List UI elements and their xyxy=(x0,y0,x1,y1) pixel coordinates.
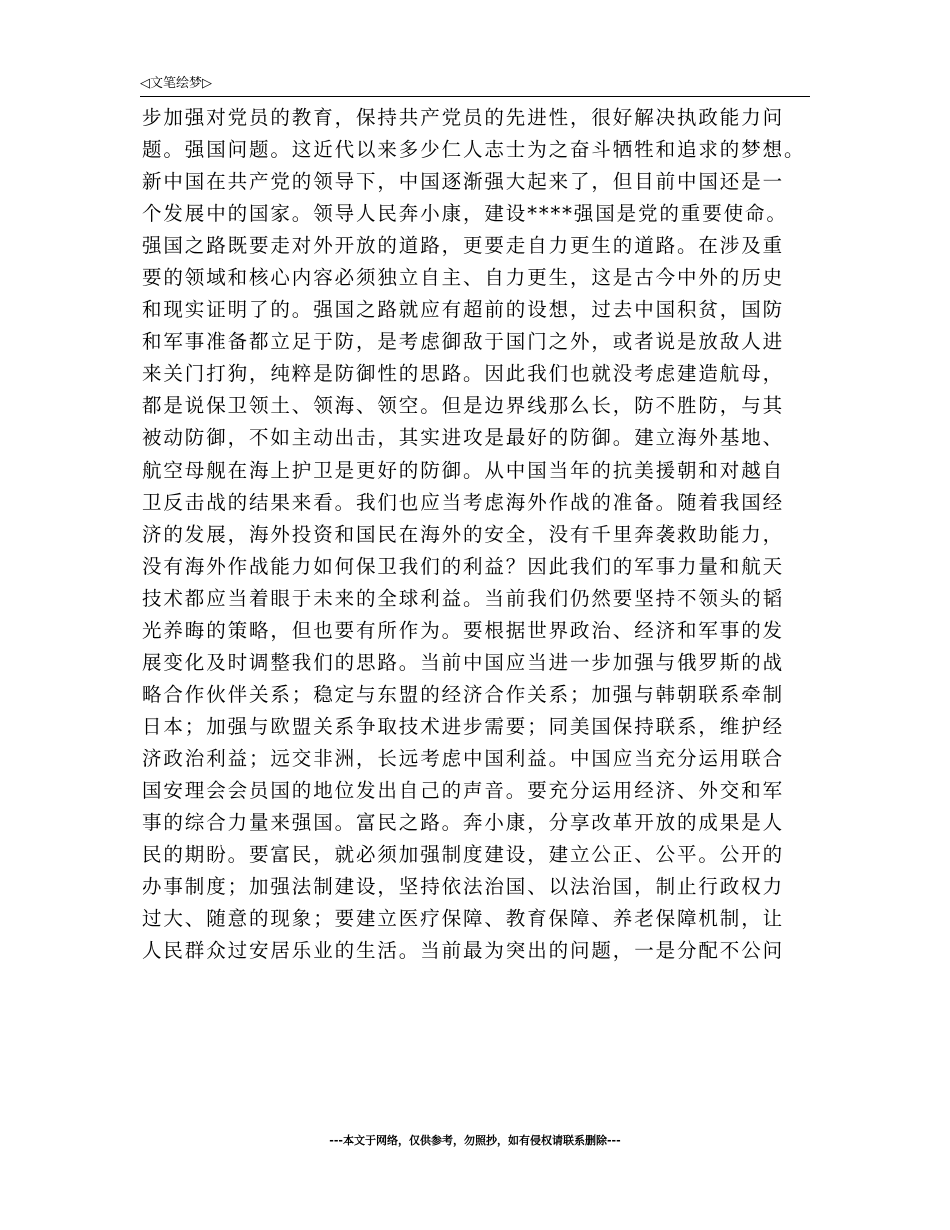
text-line: 办事制度；加强法制建设，坚持依法治国、以法治国，制止行政权力 xyxy=(142,875,785,899)
text-line: 展变化及时调整我们的思路。当前中国应当进一步加强与俄罗斯的战 xyxy=(142,650,785,674)
text-line: 题。强国问题。这近代以来多少仁人志士为之奋斗牺牲和追求的梦想。 xyxy=(142,138,806,162)
text-line: 航空母舰在海上护卫是更好的防御。从中国当年的抗美援朝和对越自 xyxy=(142,458,785,482)
page-footer-disclaimer: ---本文于网络，仅供参考，勿照抄，如有侵权请联系删除--- xyxy=(329,1134,621,1147)
text-line: 个发展中的国家。领导人民奔小康，建设****强国是党的重要使命。 xyxy=(142,202,788,226)
text-line: 济的发展，海外投资和国民在海外的安全，没有千里奔袭救助能力， xyxy=(142,522,785,546)
document-body xyxy=(142,102,812,967)
text-line: 步加强对党员的教育，保持共产党员的先进性，很好解决执政能力问 xyxy=(142,106,785,129)
text-line: 和现实证明了的。强国之路就应有超前的设想，过去中国积贫，国防 xyxy=(142,298,785,322)
page-header xyxy=(140,76,810,97)
text-line: 人民群众过安居乐业的生活。当前最为突出的问题，一是分配不公问 xyxy=(142,939,785,963)
text-line: 日本；加强与欧盟关系争取技术进步需要；同美国保持联系，维护经 xyxy=(142,714,785,738)
header-title: ◁文笔绘梦▷ xyxy=(140,76,212,91)
text-line: 过大、随意的现象；要建立医疗保障、教育保障、养老保障机制，让 xyxy=(142,907,785,931)
text-line: 略合作伙伴关系；稳定与东盟的经济合作关系；加强与韩朝联系牵制 xyxy=(142,682,785,706)
text-line: 技术都应当着眼于未来的全球利益。当前我们仍然要坚持不领头的韬 xyxy=(142,586,785,610)
text-line: 民的期盼。要富民，就必须加强制度建设，建立公正、公平。公开的 xyxy=(142,843,785,867)
text-line: 济政治利益；远交非洲，长远考虑中国利益。中国应当充分运用联合 xyxy=(142,746,785,770)
text-line: 和军事准备都立足于防，是考虑御敌于国门之外，或者说是放敌人进 xyxy=(142,330,785,354)
text-line: 光养晦的策略，但也要有所作为。要根据世界政治、经济和军事的发 xyxy=(142,618,785,642)
text-line: 事的综合力量来强国。富民之路。奔小康，分享改革开放的成果是人 xyxy=(142,811,785,835)
text-line: 卫反击战的结果来看。我们也应当考虑海外作战的准备。随着我国经 xyxy=(142,490,785,514)
text-line: 要的领域和核心内容必须独立自主、自力更生，这是古今中外的历史 xyxy=(142,266,785,290)
text-line: 国安理会会员国的地位发出自己的声音。要充分运用经济、外交和军 xyxy=(142,778,785,802)
text-line: 强国之路既要走对外开放的道路，更要走自力更生的道路。在涉及重 xyxy=(142,234,785,258)
text-line: 都是说保卫领土、领海、领空。但是边界线那么长，防不胜防，与其 xyxy=(142,394,785,418)
text-line: 新中国在共产党的领导下，中国逐渐强大起来了，但目前中国还是一 xyxy=(142,170,785,194)
text-line: 来关门打狗，纯粹是防御性的思路。因此我们也就没考虑建造航母， xyxy=(142,362,785,386)
text-line: 没有海外作战能力如何保卫我们的利益？因此我们的军事力量和航天 xyxy=(142,554,785,578)
text-line: 被动防御，不如主动出击，其实进攻是最好的防御。建立海外基地、 xyxy=(142,426,785,450)
